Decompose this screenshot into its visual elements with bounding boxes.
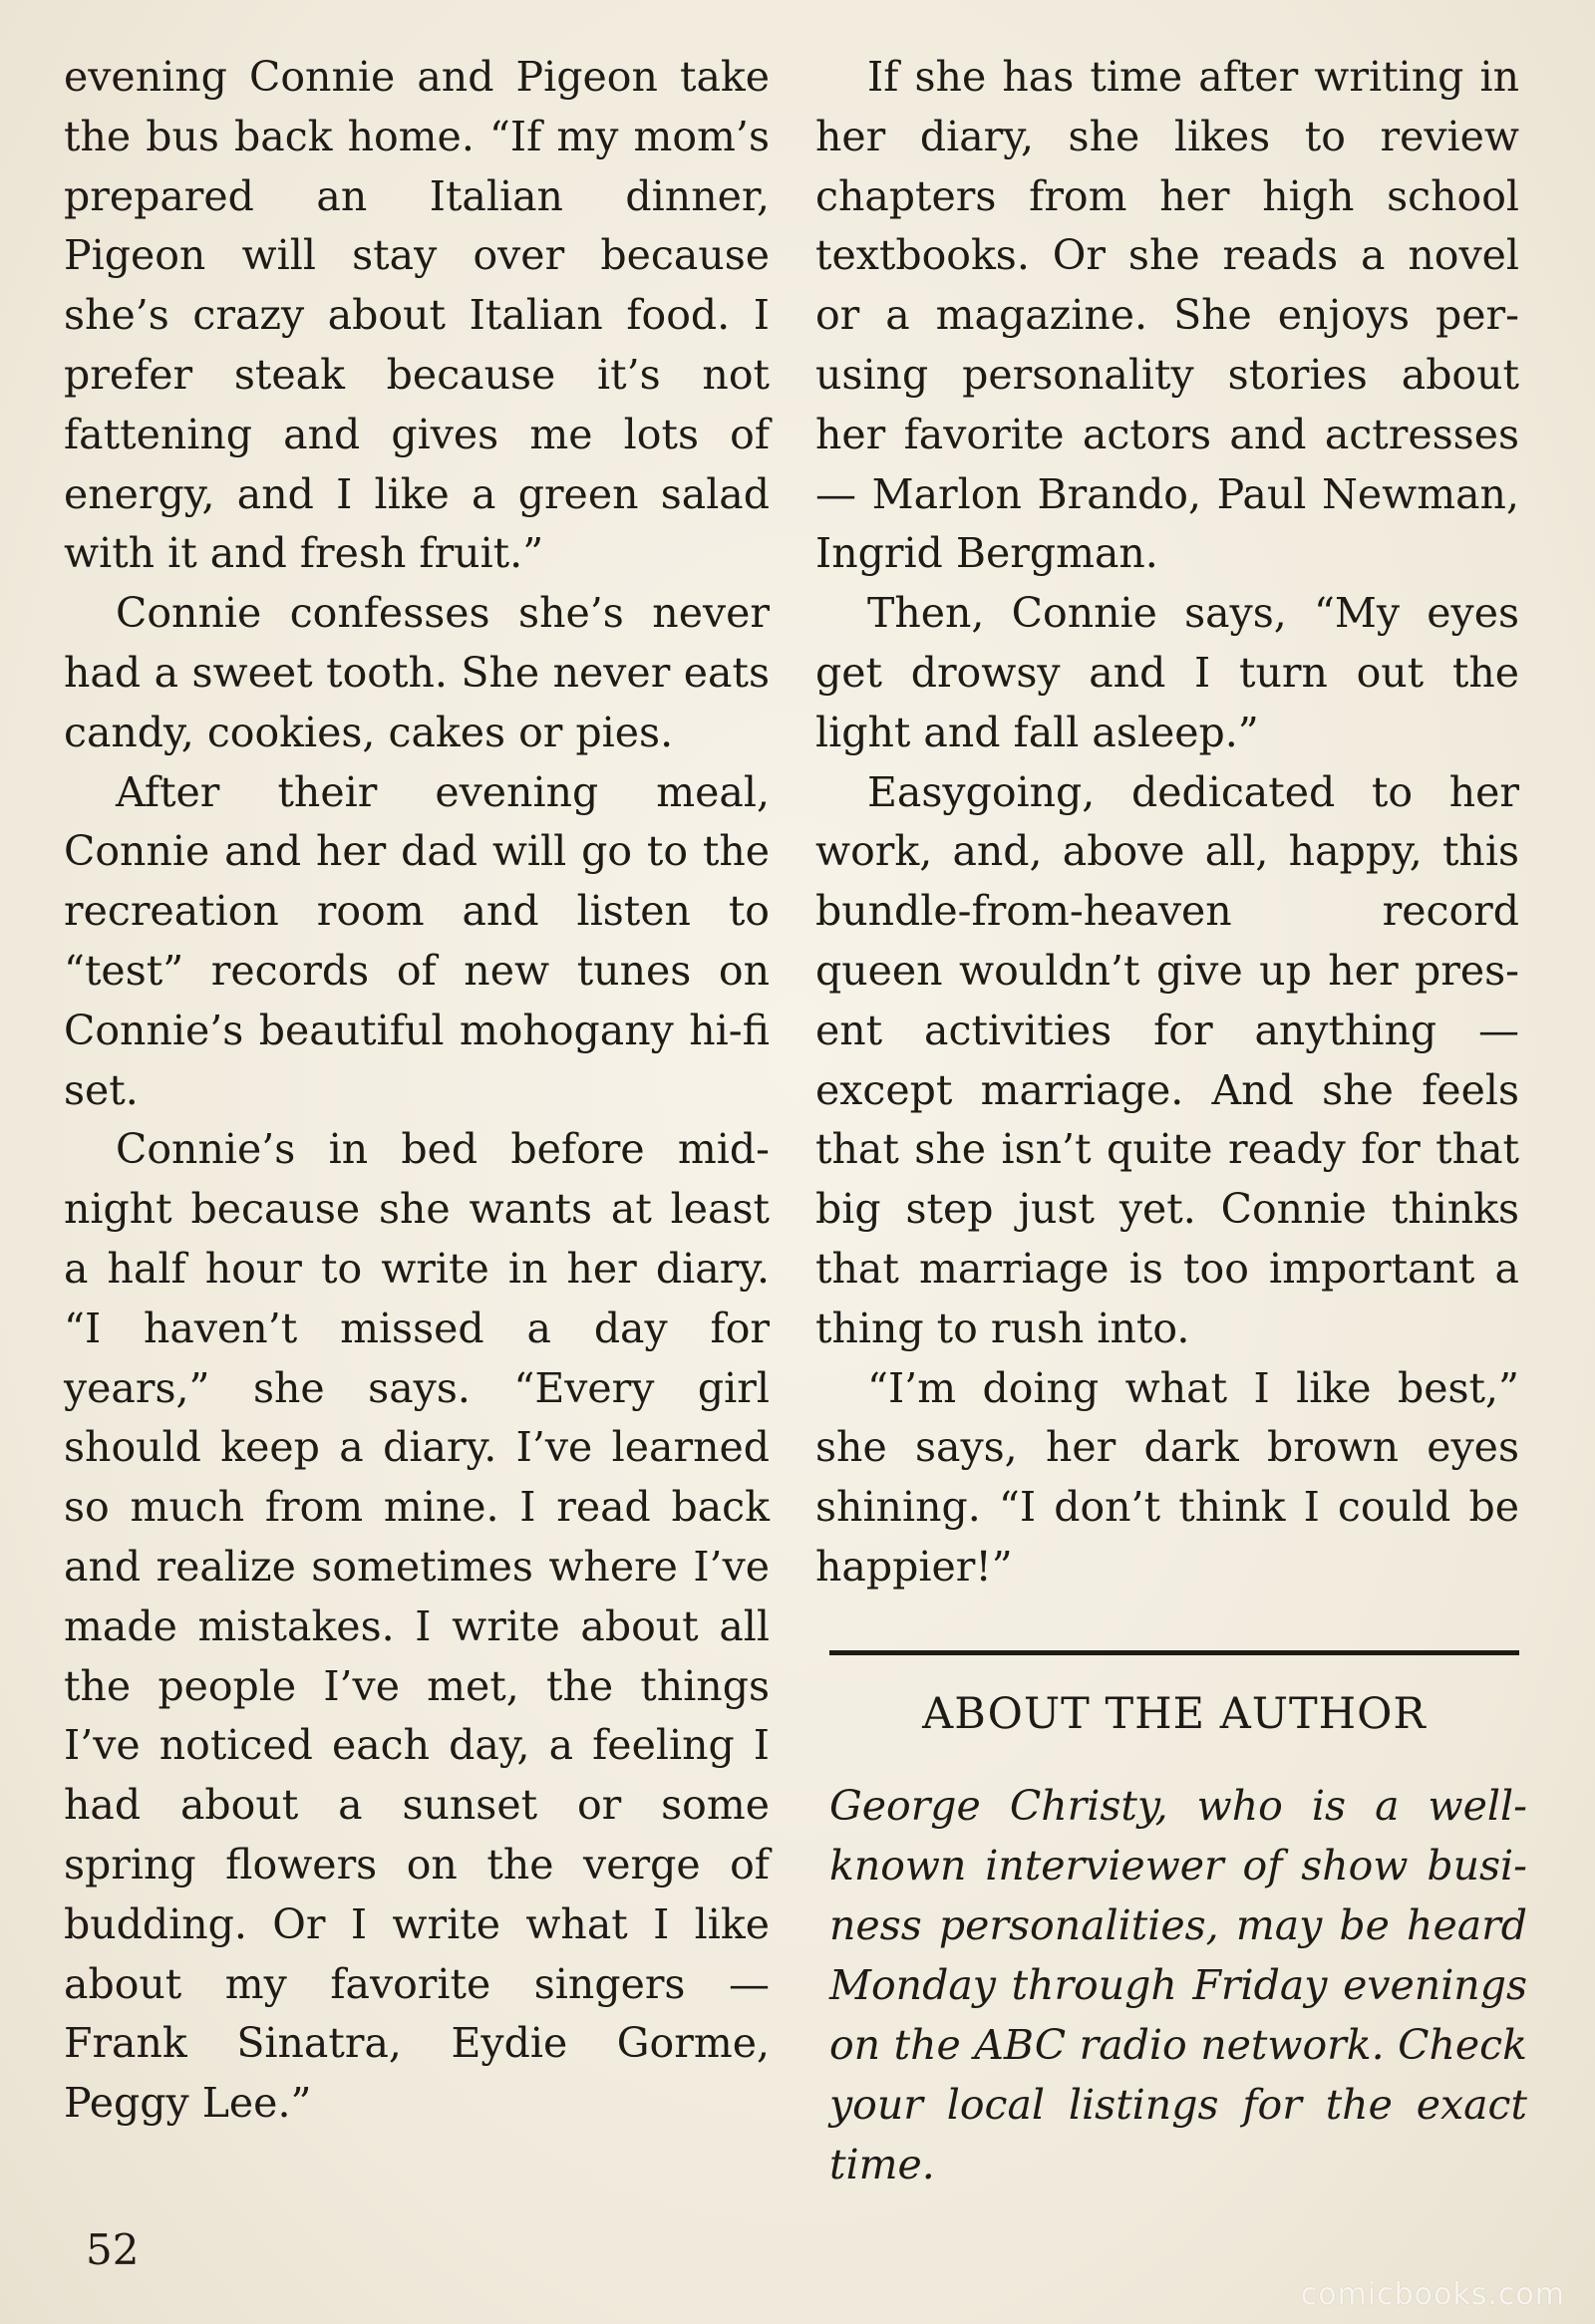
article-right-column [815, 48, 1519, 1598]
article-paragraph: Connie confesses she’s never had a sweet tooth. She never eats candy, cookies, cakes or pies. [64, 589, 770, 756]
about-author-heading: ABOUT THE AUTHOR [922, 1689, 1427, 1739]
article-paragraph: After their evening meal, Connie and her dad will go to the recreation room and listen to “test” records of new tunes on Connie’s beautiful mohogany hi-fi set. [64, 767, 770, 1114]
about-author-text [829, 1776, 1527, 2194]
section-divider [829, 1650, 1519, 1655]
article-paragraph: Then, Connie says, “My eyes get drowsy and I turn out the light and fall asleep.” [815, 589, 1519, 756]
about-author-paragraph: George Christy, who is a well-known interviewer of show business personalities, may be heard Monday through Friday evenings on the ABC radio network. Check your local listings for the exact time. [829, 1782, 1527, 2188]
article-paragraph: Easygoing, dedicated to her work, and, above all, happy, this bundle-from-heaven record queen wouldn’t give up her present activities for anything — except marriage. And she feels that she isn’t quite ready for that big step just yet. Connie thinks that marriage is too important a thing to rush into. [815, 767, 1519, 1352]
article-left-column [64, 48, 770, 2134]
article-paragraph: evening Connie and Pigeon take the bus back home. “If my mom’s prepared an Italian dinner, Pigeon will stay over because she’s crazy about Italian food. I prefer steak because it’s not fattening and gives me lots of energy, and I like a green salad with it and fresh fruit.” [64, 53, 770, 578]
article-paragraph: “I’m doing what I like best,” she says, her dark brown eyes shining. “I don’t think I could be happier!” [815, 1363, 1519, 1591]
article-paragraph: Connie’s in bed before midnight because she wants at least a half hour to write in her diary. “I haven’t missed a day for years,” she says. “Every girl should keep a diary. I’ve learned so much from mine. I read back and realize sometimes where I’ve made mistakes. I write about all the people I’ve met, the things I’ve noticed each day, a feeling I had about a sunset or some spring flowers on the verge of budding. Or I write what I like about my favorite singers — Frank Sinatra, Eydie Gorme, Peggy Lee.” [64, 1125, 770, 2128]
watermark: comicbooks.com [1300, 2277, 1565, 2312]
article-paragraph: If she has time after writing in her diary, she likes to review chapters from her high school textbooks. Or she reads a novel or a magazine. She enjoys perusing personality stories about her favorite actors and actresses — Marlon Brando, Paul Newman, Ingrid Bergman. [815, 53, 1519, 578]
page-number: 52 [86, 2225, 140, 2274]
